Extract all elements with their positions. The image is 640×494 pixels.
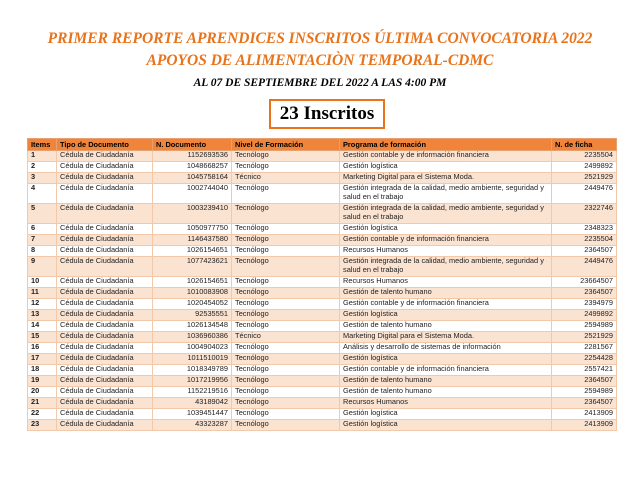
cell-training-level: Tecnólogo xyxy=(232,224,340,235)
table-row xyxy=(28,376,617,387)
cell-training-program: Gestión logística xyxy=(340,162,552,173)
col-header-training-program: Programa de formación xyxy=(340,139,552,151)
cell-document-type: Cédula de Ciudadanía xyxy=(57,173,153,184)
cell-training-program: Gestión contable y de información financiera xyxy=(340,365,552,376)
cell-document-type: Cédula de Ciudadanía xyxy=(57,162,153,173)
table-row xyxy=(28,398,617,409)
table-row xyxy=(28,151,617,162)
cell-document-number: 92535551 xyxy=(153,310,232,321)
cell-document-number: 1020454052 xyxy=(153,299,232,310)
cell-record-number: 2364507 xyxy=(552,376,617,387)
cell-item: 21 xyxy=(28,398,57,409)
cell-document-number: 43323287 xyxy=(153,420,232,431)
cell-training-level: Tecnólogo xyxy=(232,343,340,354)
cell-document-number: 1026134548 xyxy=(153,321,232,332)
cell-record-number: 2348323 xyxy=(552,224,617,235)
registrations-table xyxy=(27,138,617,431)
table-row xyxy=(28,246,617,257)
cell-record-number: 2235504 xyxy=(552,235,617,246)
cell-training-program: Análisis y desarrollo de sistemas de información xyxy=(340,343,552,354)
col-header-items: Items xyxy=(28,139,57,151)
cell-item: 23 xyxy=(28,420,57,431)
cell-item: 17 xyxy=(28,354,57,365)
cell-training-program: Gestión integrada de la calidad, medio ambiente, seguridad y salud en el trabajo xyxy=(340,184,552,204)
cell-training-program: Recursos Humanos xyxy=(340,277,552,288)
cell-training-level: Tecnólogo xyxy=(232,387,340,398)
cell-training-level: Técnico xyxy=(232,332,340,343)
table-row xyxy=(28,409,617,420)
cell-document-number: 1045758164 xyxy=(153,173,232,184)
cell-record-number: 2594989 xyxy=(552,387,617,398)
cell-training-level: Tecnólogo xyxy=(232,204,340,224)
cell-document-number: 1050977750 xyxy=(153,224,232,235)
cell-item: 6 xyxy=(28,224,57,235)
table-row xyxy=(28,288,617,299)
cell-record-number: 2521929 xyxy=(552,332,617,343)
cell-training-level: Tecnólogo xyxy=(232,151,340,162)
cell-record-number: 2254428 xyxy=(552,354,617,365)
table-row xyxy=(28,310,617,321)
cell-training-level: Tecnólogo xyxy=(232,365,340,376)
cell-training-level: Tecnólogo xyxy=(232,184,340,204)
col-header-training-level: Nivel de Formación xyxy=(232,139,340,151)
cell-training-program: Gestión de talento humano xyxy=(340,321,552,332)
cell-document-type: Cédula de Ciudadanía xyxy=(57,398,153,409)
cell-record-number: 23664507 xyxy=(552,277,617,288)
cell-item: 8 xyxy=(28,246,57,257)
cell-document-number: 1026154651 xyxy=(153,246,232,257)
cell-document-number: 1018349789 xyxy=(153,365,232,376)
cell-training-program: Recursos Humanos xyxy=(340,246,552,257)
cell-record-number: 2413909 xyxy=(552,420,617,431)
cell-training-level: Tecnólogo xyxy=(232,398,340,409)
table-row xyxy=(28,257,617,277)
cell-training-level: Tecnólogo xyxy=(232,409,340,420)
cell-document-type: Cédula de Ciudadanía xyxy=(57,343,153,354)
cell-document-number: 1011510019 xyxy=(153,354,232,365)
cell-item: 5 xyxy=(28,204,57,224)
table-row xyxy=(28,162,617,173)
table-row xyxy=(28,420,617,431)
cell-document-type: Cédula de Ciudadanía xyxy=(57,235,153,246)
cell-training-level: Tecnólogo xyxy=(232,235,340,246)
cell-document-type: Cédula de Ciudadanía xyxy=(57,246,153,257)
cell-item: 11 xyxy=(28,288,57,299)
table-row xyxy=(28,332,617,343)
cell-training-level: Tecnólogo xyxy=(232,277,340,288)
table-row xyxy=(28,365,617,376)
cell-record-number: 2364507 xyxy=(552,288,617,299)
cell-training-program: Marketing Digital para el Sistema Moda. xyxy=(340,173,552,184)
cell-training-level: Tecnólogo xyxy=(232,257,340,277)
cell-document-type: Cédula de Ciudadanía xyxy=(57,354,153,365)
cell-document-type: Cédula de Ciudadanía xyxy=(57,288,153,299)
cell-record-number: 2394979 xyxy=(552,299,617,310)
cell-record-number: 2499892 xyxy=(552,310,617,321)
cell-training-level: Tecnólogo xyxy=(232,310,340,321)
cell-training-program: Recursos Humanos xyxy=(340,398,552,409)
cell-training-program: Gestión logística xyxy=(340,354,552,365)
cell-document-type: Cédula de Ciudadanía xyxy=(57,310,153,321)
cell-item: 16 xyxy=(28,343,57,354)
cell-record-number: 2364507 xyxy=(552,398,617,409)
cell-document-type: Cédula de Ciudadanía xyxy=(57,184,153,204)
table-row xyxy=(28,277,617,288)
cell-record-number: 2449476 xyxy=(552,257,617,277)
cell-record-number: 2235504 xyxy=(552,151,617,162)
table-body xyxy=(28,151,617,431)
cell-document-type: Cédula de Ciudadanía xyxy=(57,299,153,310)
table-row xyxy=(28,235,617,246)
cell-training-level: Tecnólogo xyxy=(232,299,340,310)
cell-item: 9 xyxy=(28,257,57,277)
cell-training-program: Gestión contable y de información financiera xyxy=(340,299,552,310)
report-subtitle: APOYOS DE ALIMENTACIÒN TEMPORAL-CDMC xyxy=(146,52,494,69)
cell-item: 3 xyxy=(28,173,57,184)
cell-document-number: 1039451447 xyxy=(153,409,232,420)
cell-training-program: Gestión logística xyxy=(340,409,552,420)
cell-document-type: Cédula de Ciudadanía xyxy=(57,409,153,420)
cell-document-number: 1048668257 xyxy=(153,162,232,173)
cell-item: 10 xyxy=(28,277,57,288)
cell-document-number: 1003239410 xyxy=(153,204,232,224)
cell-item: 1 xyxy=(28,151,57,162)
table-row xyxy=(28,204,617,224)
col-header-record-number: N. de ficha xyxy=(552,139,617,151)
cell-document-type: Cédula de Ciudadanía xyxy=(57,204,153,224)
table-row xyxy=(28,343,617,354)
cell-document-type: Cédula de Ciudadanía xyxy=(57,257,153,277)
cell-record-number: 2557421 xyxy=(552,365,617,376)
cell-document-type: Cédula de Ciudadanía xyxy=(57,376,153,387)
cell-record-number: 2499892 xyxy=(552,162,617,173)
cell-item: 20 xyxy=(28,387,57,398)
cell-item: 4 xyxy=(28,184,57,204)
cell-training-program: Gestión de talento humano xyxy=(340,376,552,387)
cell-document-number: 1002744040 xyxy=(153,184,232,204)
cell-item: 7 xyxy=(28,235,57,246)
cell-document-number: 43189042 xyxy=(153,398,232,409)
cell-record-number: 2521929 xyxy=(552,173,617,184)
cell-training-program: Gestión integrada de la calidad, medio ambiente, seguridad y salud en el trabajo xyxy=(340,257,552,277)
table-row xyxy=(28,173,617,184)
cell-document-type: Cédula de Ciudadanía xyxy=(57,387,153,398)
cell-item: 2 xyxy=(28,162,57,173)
cell-document-type: Cédula de Ciudadanía xyxy=(57,420,153,431)
cell-record-number: 2322746 xyxy=(552,204,617,224)
cell-record-number: 2594989 xyxy=(552,321,617,332)
cell-item: 19 xyxy=(28,376,57,387)
cell-training-program: Gestión logística xyxy=(340,224,552,235)
col-header-document-number: N. Documento xyxy=(153,139,232,151)
cell-training-program: Marketing Digital para el Sistema Moda. xyxy=(340,332,552,343)
cell-training-program: Gestión logística xyxy=(340,420,552,431)
table-row xyxy=(28,354,617,365)
cell-training-level: Tecnólogo xyxy=(232,246,340,257)
cell-document-number: 1004904023 xyxy=(153,343,232,354)
registered-count-box: 23 Inscritos xyxy=(269,99,385,129)
cell-item: 22 xyxy=(28,409,57,420)
table-row xyxy=(28,387,617,398)
cell-record-number: 2281567 xyxy=(552,343,617,354)
cell-training-program: Gestión integrada de la calidad, medio ambiente, seguridad y salud en el trabajo xyxy=(340,204,552,224)
cell-training-level: Técnico xyxy=(232,173,340,184)
cell-item: 18 xyxy=(28,365,57,376)
cell-training-level: Tecnólogo xyxy=(232,420,340,431)
cell-training-level: Tecnólogo xyxy=(232,376,340,387)
table-row xyxy=(28,184,617,204)
report-title: PRIMER REPORTE APRENDICES INSCRITOS ÚLTIMA CONVOCATORIA 2022 xyxy=(47,30,593,47)
cell-document-type: Cédula de Ciudadanía xyxy=(57,277,153,288)
cell-document-type: Cédula de Ciudadanía xyxy=(57,365,153,376)
col-header-document-type: Tipo de Documento xyxy=(57,139,153,151)
cell-record-number: 2364507 xyxy=(552,246,617,257)
cell-training-program: Gestión contable y de información financiera xyxy=(340,151,552,162)
cell-document-type: Cédula de Ciudadanía xyxy=(57,224,153,235)
cell-item: 13 xyxy=(28,310,57,321)
table-row xyxy=(28,299,617,310)
cell-training-program: Gestión de talento humano xyxy=(340,288,552,299)
cell-document-number: 1010083908 xyxy=(153,288,232,299)
cell-item: 14 xyxy=(28,321,57,332)
cell-document-number: 1036960386 xyxy=(153,332,232,343)
cell-training-program: Gestión de talento humano xyxy=(340,387,552,398)
cell-training-level: Tecnólogo xyxy=(232,288,340,299)
cell-record-number: 2449476 xyxy=(552,184,617,204)
cell-training-program: Gestión logística xyxy=(340,310,552,321)
cell-document-number: 1152219516 xyxy=(153,387,232,398)
cell-document-type: Cédula de Ciudadanía xyxy=(57,332,153,343)
cell-item: 15 xyxy=(28,332,57,343)
cell-training-level: Tecnólogo xyxy=(232,162,340,173)
table-header-row xyxy=(28,139,617,151)
cell-record-number: 2413909 xyxy=(552,409,617,420)
cell-document-number: 1152693536 xyxy=(153,151,232,162)
cell-document-type: Cédula de Ciudadanía xyxy=(57,321,153,332)
cell-document-number: 1077423621 xyxy=(153,257,232,277)
cell-training-level: Tecnólogo xyxy=(232,321,340,332)
report-date: AL 07 DE SEPTIEMBRE DEL 2022 A LAS 4:00 PM xyxy=(193,77,447,89)
cell-training-program: Gestión contable y de información financiera xyxy=(340,235,552,246)
cell-document-number: 1026154651 xyxy=(153,277,232,288)
table-row xyxy=(28,321,617,332)
cell-document-type: Cédula de Ciudadanía xyxy=(57,151,153,162)
cell-training-level: Tecnólogo xyxy=(232,354,340,365)
cell-document-number: 1017219956 xyxy=(153,376,232,387)
cell-document-number: 1146437580 xyxy=(153,235,232,246)
table-row xyxy=(28,224,617,235)
cell-item: 12 xyxy=(28,299,57,310)
